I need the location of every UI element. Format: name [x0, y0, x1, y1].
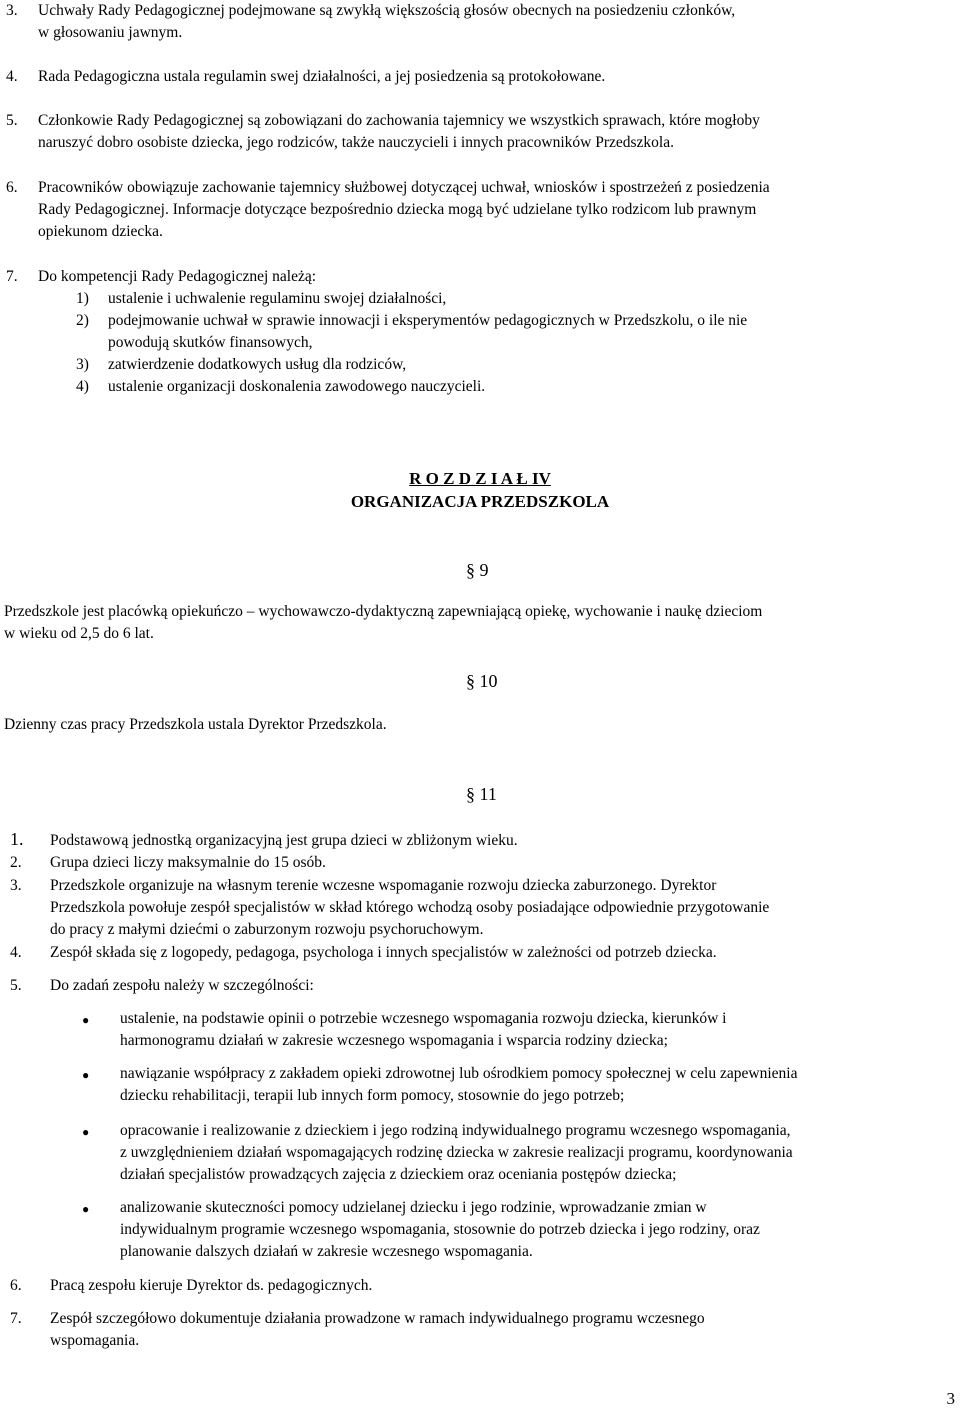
paragraph-item-3	[38, 0, 958, 44]
text-line: opracowanie i realizowanie z dzieckiem i jego rodziną indywidualnego programu wczesnego wspomagania,	[120, 1122, 791, 1139]
text-line: Rady Pedagogicznej. Informacje dotyczące bezpośrednio dziecka mogą być udzielane tylko rodzicom lub prawnym	[38, 201, 757, 218]
item-number: 7.	[6, 268, 18, 285]
chapter-title: ORGANIZACJA PRZEDSZKOLA	[350, 492, 610, 511]
item-number: 6.	[10, 1277, 22, 1294]
item-number: 5.	[6, 112, 18, 129]
s11-item-4	[50, 942, 956, 964]
paragraph-item-5	[38, 110, 958, 154]
task-item	[120, 1197, 958, 1263]
text-line: w głosowaniu jawnym.	[38, 24, 183, 41]
bullet-icon: ●	[82, 1068, 90, 1082]
s11-item-2	[50, 852, 956, 874]
text-line: Uchwały Rady Pedagogicznej podejmowane są zwykłą większością głosów obecnych na posiedzeniu członków,	[38, 2, 736, 19]
competency-item	[108, 310, 908, 354]
text-line: dziecku rehabilitacji, terapii lub innych form pomocy, stosownie do jego potrzeb;	[120, 1087, 625, 1104]
text-line: Zespół składa się z logopedy, pedagoga, psychologa i innych specjalistów w zależności od potrzeb dziecka.	[50, 944, 717, 961]
text-line: wspomagania.	[50, 1332, 140, 1349]
paragraph-item-7	[38, 266, 958, 288]
item-number: 7.	[10, 1310, 22, 1327]
text-line: podejmowanie uchwał w sprawie innowacji i eksperymentów pedagogicznych w Przedszkolu, o ile nie	[108, 312, 748, 329]
item-number: 5.	[10, 977, 22, 994]
text-line: analizowanie skuteczności pomocy udzielanej dziecku i jego rodzinie, wprowadzanie zmian w	[120, 1199, 707, 1216]
sub-item-number: 3)	[76, 356, 89, 373]
text-line: Podstawową jednostką organizacyjną jest grupa dzieci w zbliżonym wieku.	[50, 832, 518, 849]
item-number: 3.	[6, 2, 18, 19]
section-sign-11: § 11	[466, 784, 497, 804]
section-sign-10: § 10	[466, 671, 498, 691]
text-line: nawiązanie współpracy z zakładem opieki zdrowotnej lub ośrodkiem pomocy społecznej w celu zapewnienia	[120, 1065, 798, 1082]
text-line: Przedszkole jest placówką opiekuńczo – wychowawczo-dydaktyczną zapewniającą opiekę, wychowanie i naukę dzieciom	[4, 603, 763, 620]
sub-item-number: 2)	[76, 312, 89, 329]
bullet-icon: ●	[82, 1013, 90, 1027]
text-line: ustalenie i uchwalenie regulaminu swojej działalności,	[108, 290, 447, 307]
text-line: Rada Pedagogiczna ustala regulamin swej działalności, a jej posiedzenia są protokołowane.	[38, 68, 606, 85]
task-item	[120, 1008, 958, 1052]
text-line: Pracowników obowiązuje zachowanie tajemnicy służbowej dotyczącej uchwał, wniosków i spostrzeżeń z posiedzenia	[38, 179, 770, 196]
text-line: Przedszkola powołuje zespół specjalistów w skład którego wchodzą osoby posiadające odpowiednie przygotowanie	[50, 899, 770, 916]
s11-item-5	[50, 975, 956, 997]
item-number: 2.	[10, 854, 22, 871]
s11-item-6	[50, 1275, 956, 1297]
text-line: powodują skutków finansowych,	[108, 334, 313, 351]
text-line: do pracy z małymi dziećmi o zaburzonym rozwoju psychoruchowym.	[50, 921, 484, 938]
text-line: naruszyć dobro osobiste dziecka, jego rodziców, także nauczycieli i innych pracowników Przedszkola.	[38, 134, 674, 151]
page-number: 3	[946, 1389, 955, 1408]
text-line: Do kompetencji Rady Pedagogicznej należą:	[38, 268, 317, 285]
text-line: w wieku od 2,5 do 6 lat.	[4, 625, 154, 642]
text-line: Przedszkole organizuje na własnym terenie wczesne wspomaganie rozwoju dziecka zaburzonego. Dyrektor	[50, 877, 717, 894]
text-line: Pracą zespołu kieruje Dyrektor ds. pedagogicznych.	[50, 1277, 373, 1294]
text-line: działań specjalistów prowadzących zajęcia z dzieckiem oraz oceniania postępów dziecka;	[120, 1166, 677, 1183]
task-item	[120, 1120, 958, 1186]
text-line: Dzienny czas pracy Przedszkola ustala Dyrektor Przedszkola.	[4, 716, 387, 733]
text-line: ustalenie, na podstawie opinii o potrzebie wczesnego wspomagania rozwoju dziecka, kierunków i	[120, 1010, 727, 1027]
chapter-label: R O Z D Z I A Ł IV	[409, 469, 551, 488]
text-line: Do zadań zespołu należy w szczególności:	[50, 977, 314, 994]
text-line: planowanie dalszych działań w zakresie wczesnego wspomagania.	[120, 1243, 533, 1260]
text-line: z uwzględnieniem działań wspomagających rodzinę dziecka w zakresie realizacji programu, koordynowania	[120, 1144, 793, 1161]
bullet-icon: ●	[82, 1202, 90, 1216]
text-line: opiekunom dziecka.	[38, 223, 163, 240]
item-number: 4.	[10, 944, 22, 961]
competency-item	[108, 354, 908, 376]
task-item	[120, 1063, 958, 1107]
s11-item-3	[50, 875, 956, 941]
text-line: ustalenie organizacji doskonalenia zawodowego nauczycieli.	[108, 378, 486, 395]
section-sign-9: § 9	[466, 560, 489, 580]
competency-item	[108, 376, 908, 398]
section-9-text	[4, 601, 958, 645]
text-line: indywidualnym programie wczesnego wspomagania, stosownie do potrzeb dziecka i jego rodziny, oraz	[120, 1221, 760, 1238]
s11-item-7	[50, 1308, 956, 1352]
item-number: 6.	[6, 179, 18, 196]
text-line: Grupa dzieci liczy maksymalnie do 15 osób.	[50, 854, 326, 871]
sub-item-number: 1)	[76, 290, 89, 307]
item-number: 1.	[10, 829, 24, 849]
text-line: harmonogramu działań w zakresie wczesnego wspomagania i wsparcia rodziny dziecka;	[120, 1032, 668, 1049]
text-line: Członkowie Rady Pedagogicznej są zobowiązani do zachowania tajemnicy we wszystkich sprawach, które mogłoby	[38, 112, 760, 129]
text-line: Zespół szczegółowo dokumentuje działania prowadzone w ramach indywidualnego programu wczesnego	[50, 1310, 705, 1327]
competency-item	[108, 288, 908, 310]
text-line: zatwierdzenie dodatkowych usług dla rodziców,	[108, 356, 407, 373]
paragraph-item-4	[38, 66, 958, 88]
item-number: 4.	[6, 68, 18, 85]
sub-item-number: 4)	[76, 378, 89, 395]
section-10-text	[4, 714, 958, 736]
item-number: 3.	[10, 877, 22, 894]
bullet-icon: ●	[82, 1125, 90, 1139]
s11-item-1	[50, 830, 956, 852]
paragraph-item-6	[38, 177, 958, 243]
